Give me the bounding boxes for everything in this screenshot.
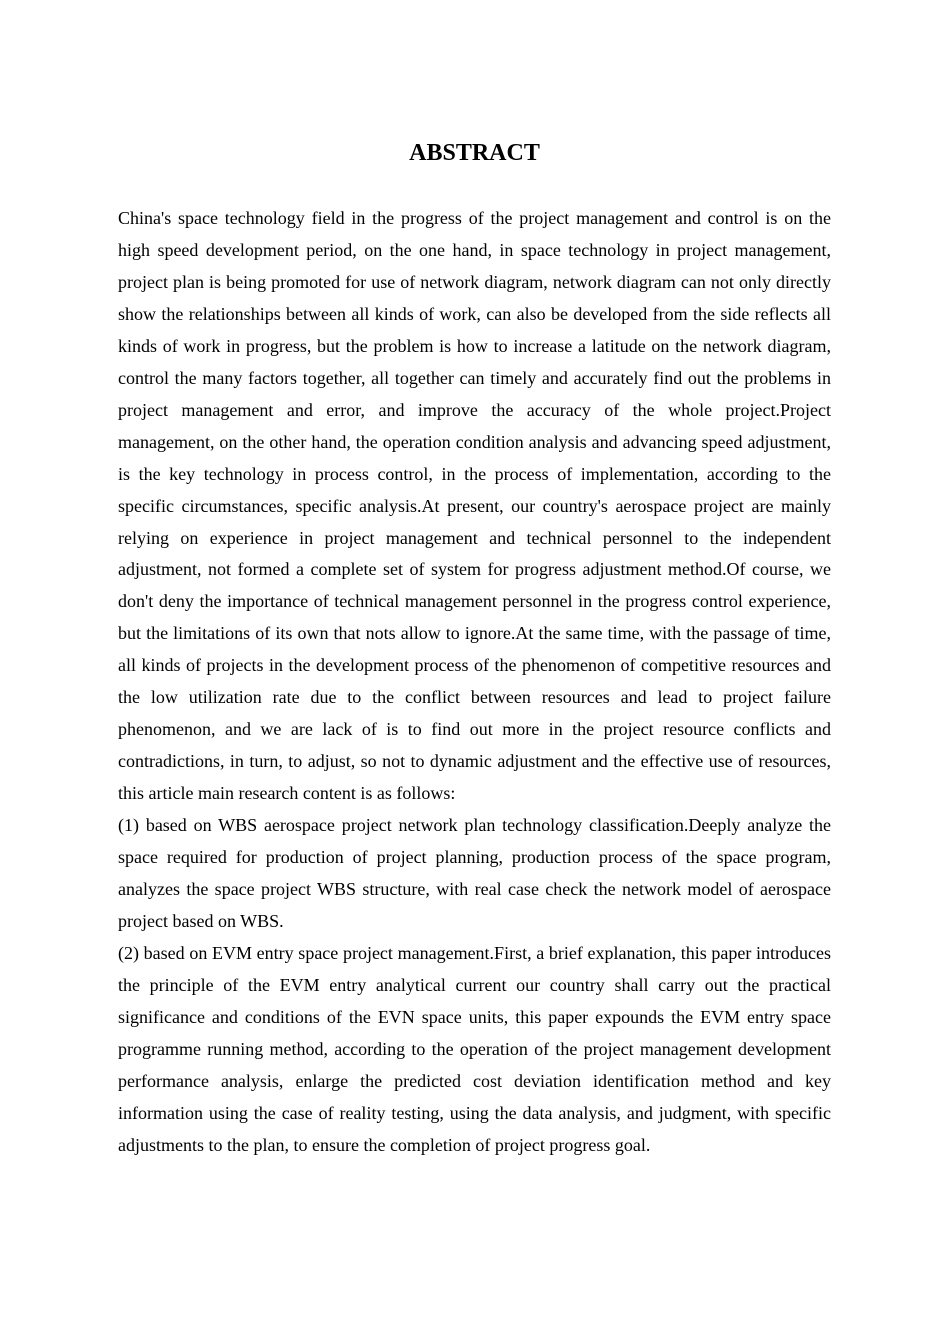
abstract-body bbox=[118, 203, 831, 1162]
abstract-paragraph-item-1: (1) based on WBS aerospace project network plan technology classification.Deeply analyze the space required for production of project planning, production process of the space program, analyzes the space project WBS structure, with real case check the network model of aerospace project based on WBS. bbox=[118, 815, 831, 931]
abstract-paragraph-intro: China's space technology field in the progress of the project management and control is on the high speed development period, on the one hand, in space technology in project management, project plan is being promoted for use of network diagram, network diagram can not only directly show the relationships between all kinds of work, can also be developed from the side reflects all kinds of work in progress, but the problem is how to increase a latitude on the network diagram, control the many factors together, all together can timely and accurately find out the problems in project management and error, and improve the accuracy of the whole project.Project management, on the other hand, the operation condition analysis and advancing speed adjustment, is the key technology in process control, in the process of implementation, according to the specific circumstances, specific analysis.At present, our country's aerospace project are mainly relying on experience in project management and technical personnel to the independent adjustment, not formed a complete set of system for progress adjustment method.Of course, we don't deny the importance of technical management personnel in the progress control experience, but the limitations of its own that nots allow to ignore.At the same time, with the passage of time, all kinds of projects in the development process of the phenomenon of competitive resources and the low utilization rate due to the conflict between resources and lead to project failure phenomenon, and we are lack of is to find out more in the project resource conflicts and contradictions, in turn, to adjust, so not to dynamic adjustment and the effective use of resources, this article main research content is as follows: bbox=[118, 208, 831, 804]
abstract-paragraph-item-2: (2) based on EVM entry space project management.First, a brief explanation, this paper introduces the principle of the EVM entry analytical current our country shall carry out the practical significance and conditions of the EVN space units, this paper expounds the EVM entry space programme running method, according to the operation of the project management development performance analysis, enlarge the predicted cost deviation identification method and key information using the case of reality testing, using the data analysis, and judgment, with specific adjustments to the plan, to ensure the completion of project progress goal. bbox=[118, 942, 831, 1155]
abstract-title: ABSTRACT bbox=[409, 140, 540, 166]
